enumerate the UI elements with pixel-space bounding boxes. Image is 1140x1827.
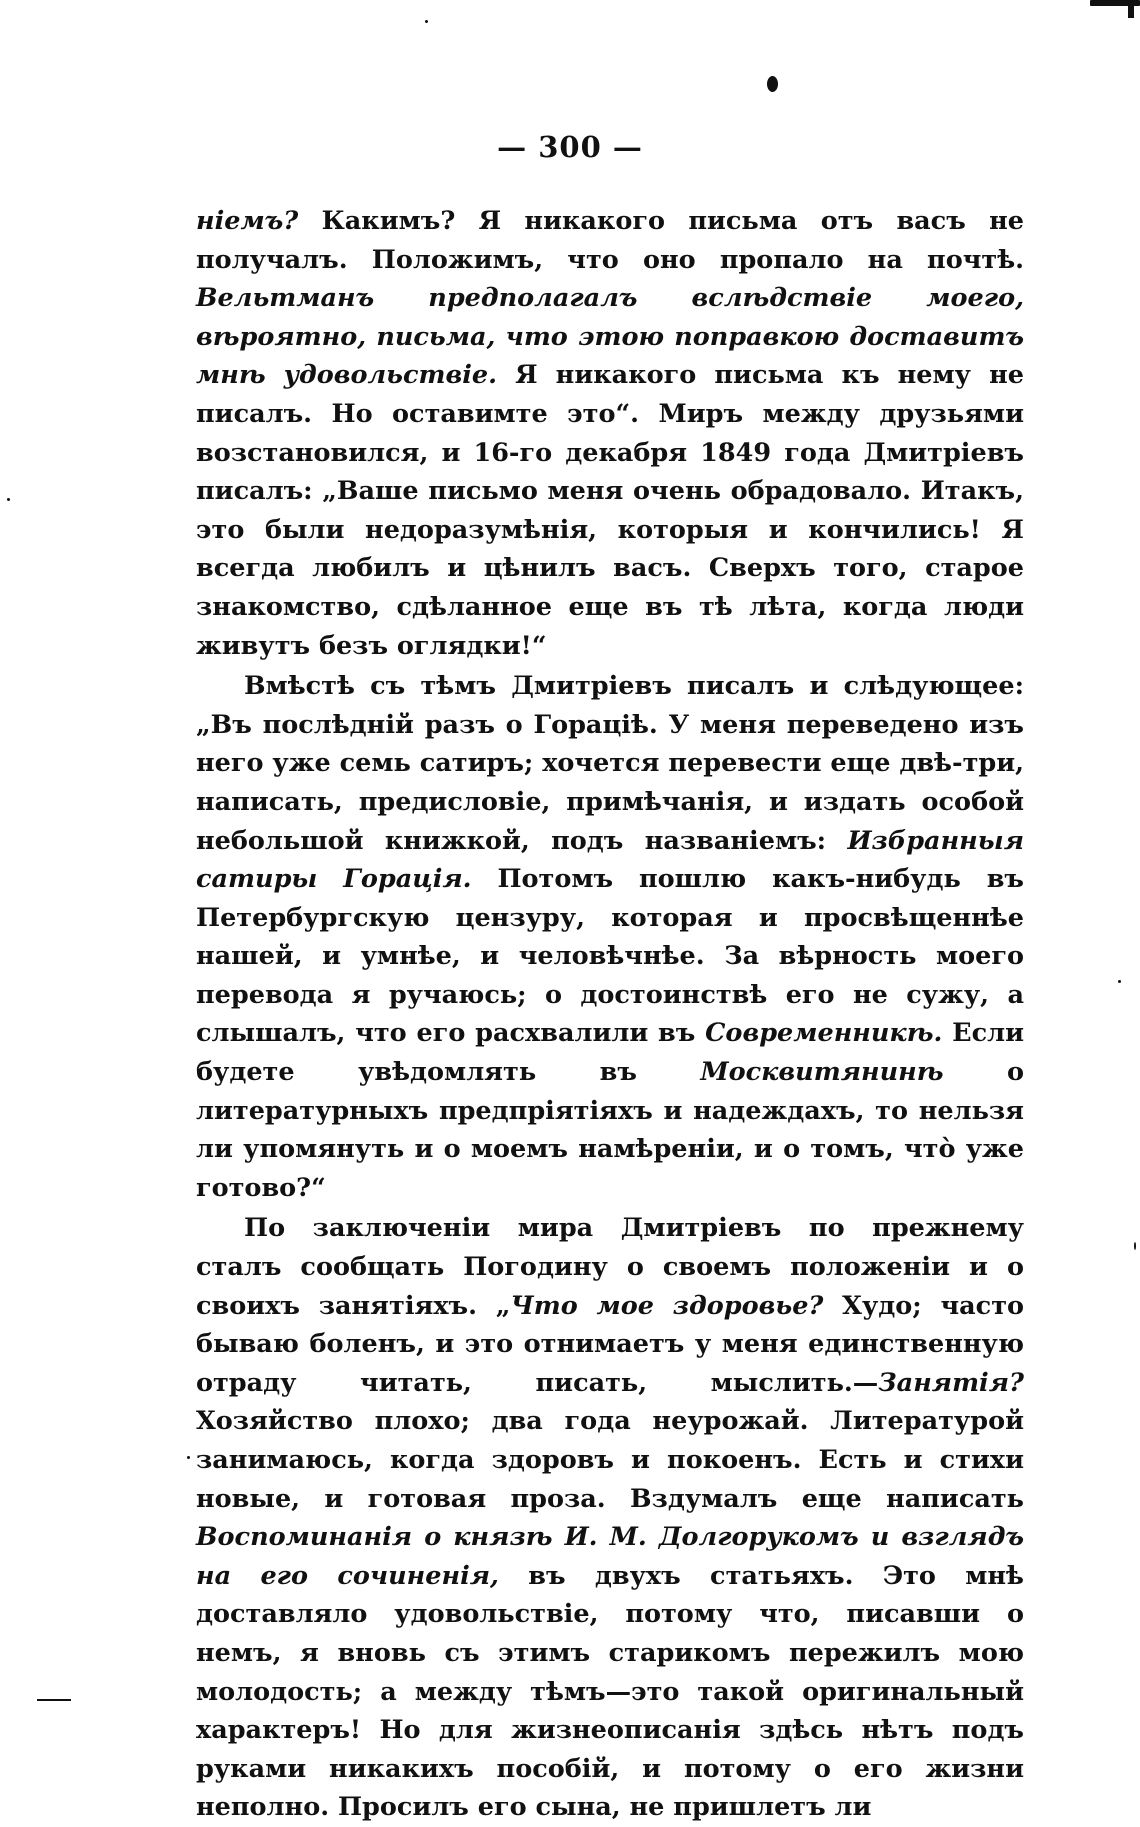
- text-run: въ двухъ статьяхъ. Это мнѣ доставляло удовольствіе, потому что, писавши о немъ, я вновь съ этимъ старикомъ пережилъ мою молодость; а между тѣмъ—это такой оригинальный характеръ! Но для жизнеописанія здѣсь нѣтъ подъ руками никакихъ пособій, и потому о его жизни неполно. Просилъ его сына, не пришлетъ ли: [196, 1560, 1024, 1823]
- text-run: Я никакого письма къ нему не писалъ. Но оставимте это“. Миръ между друзьями возстановился, и 16-го декабря 1849 года Дмитріевъ писалъ: „Ваше письмо меня очень обрадовало. Итакъ, это были недоразумѣнія, которыя и кончились! Я всегда любилъ и цѣнилъ васъ. Сверхъ того, старое знакомство, сдѣланное еще въ тѣ лѣта, когда люди живутъ безъ оглядки!“: [196, 360, 1024, 661]
- text-run: Худо; часто бываю боленъ, и это отнимаетъ у меня единственную отраду читать, писать, мыслить.—: [196, 1290, 1025, 1398]
- italic-text-run: Занятія?: [878, 1367, 1024, 1398]
- paragraph: [196, 1209, 1024, 1827]
- text-run: Потомъ пошлю какъ-нибудь въ Петербургскую цензуру, которая и просвѣщеннѣе нашей, и умнѣе, и человѣчнѣе. За вѣрность моего перевода я ручаюсь; о достоинствѣ его не сужу, а слышалъ, что его расхвалили въ: [196, 864, 1024, 1049]
- speck: [1118, 980, 1121, 983]
- margin-dash: [37, 1699, 71, 1701]
- body-text: [196, 202, 1024, 1827]
- paragraph: [196, 202, 1024, 665]
- speck: [1134, 1242, 1136, 1250]
- italic-text-run: Что мое здоровье?: [510, 1290, 824, 1321]
- page-number: — 300 —: [497, 130, 643, 164]
- text-run: о литературныхъ предпріятіяхъ и надеждахъ, то нельзя ли упомянуть и о моемъ намѣреніи, и о томъ, что̀ уже готово?“: [196, 1057, 1024, 1203]
- text-run: По заключеніи мира Дмитріевъ по прежнему сталъ сообщать Погодину о своемъ положеніи и о своихъ занятіяхъ. „: [196, 1213, 1024, 1321]
- speck: [425, 20, 428, 23]
- ink-blot: [767, 76, 778, 92]
- text-run: Если будете увѣдомлять въ: [196, 1018, 1024, 1088]
- text-run: Вмѣстѣ съ тѣмъ Дмитріевъ писалъ и слѣдующее: „Въ послѣдній разъ о Горацiѣ. У меня переведено изъ него уже семь сатиръ; хочется перевести еще двѣ-три, написать, предисловіе, примѣчанія, и издать особой небольшой книжкой, подъ названіемъ:: [196, 671, 1024, 856]
- italic-text-run: Избранныя сатиры Горація.: [196, 825, 1024, 895]
- italic-text-run: ніемъ?: [196, 206, 322, 236]
- text-run: Хозяйство плохо; два года неурожай. Литературой занимаюсь, когда здоровъ и покоенъ. Есть и стихи новые, и готовая проза. Вздумалъ еще написать: [196, 1406, 1024, 1514]
- speck: [187, 1456, 190, 1459]
- page-corner-mark-vertical: [1128, 0, 1134, 18]
- text-run: Какимъ? Я никакого письма отъ васъ не получалъ. Положимъ, что оно пропало на почтѣ.: [196, 206, 1024, 275]
- italic-text-run: Воспоминанія о князѣ И. М. Долгорукомъ и взглядъ на его сочиненія,: [196, 1522, 1024, 1591]
- italic-text-run: Москвитянинѣ: [700, 1057, 944, 1088]
- italic-text-run: Современникѣ.: [705, 1018, 943, 1049]
- italic-text-run: Вельтманъ предполагалъ вслѣдствіе моего, вѣроятно, письма, что этою поправкою доставитъ мнѣ удовольствіе.: [196, 283, 1024, 391]
- speck: [7, 498, 10, 501]
- paragraph: [196, 667, 1024, 1207]
